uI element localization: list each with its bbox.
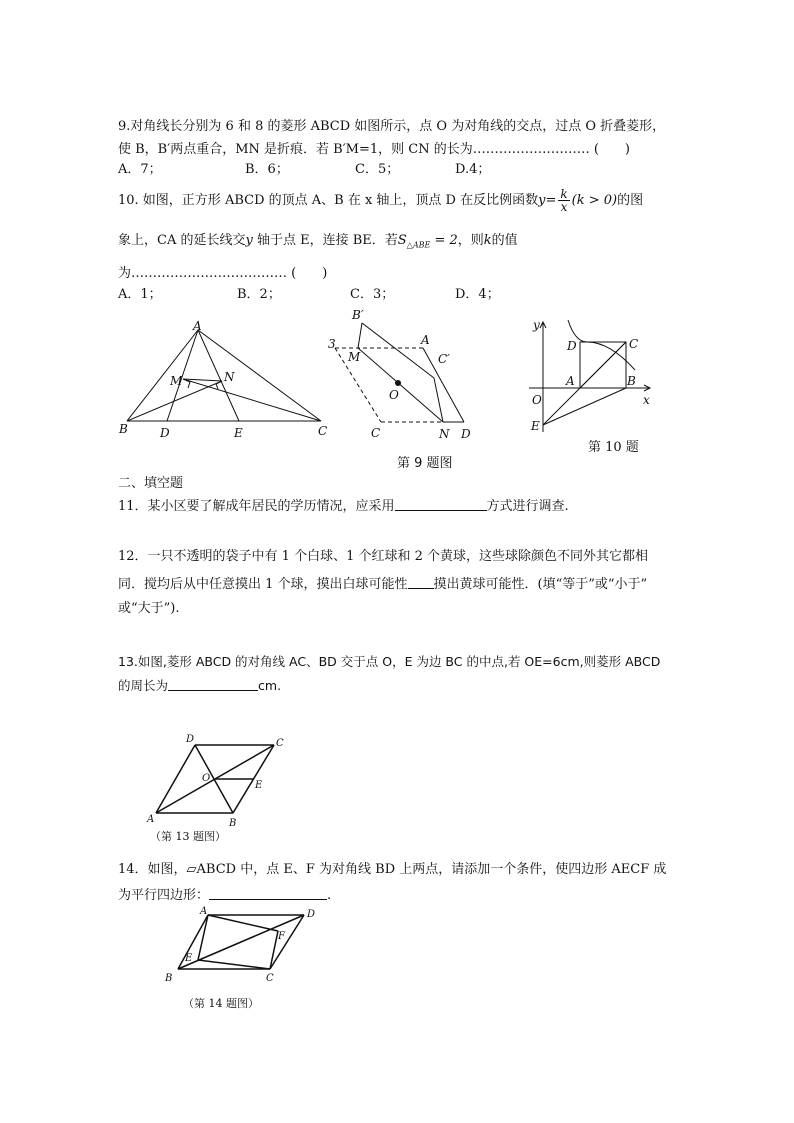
- q12-text-post: 摸出黄球可能性．(填“等于”或“小于”: [433, 577, 648, 592]
- rh-label-cprime: C′: [438, 352, 450, 366]
- q12-blank: [408, 575, 434, 589]
- q12-line2: [118, 575, 647, 594]
- fig13-label-e: E: [255, 780, 263, 791]
- tri-label-n: N: [224, 370, 235, 384]
- coord-label-x: x: [643, 393, 650, 407]
- q12-line1: 12．一只不透明的袋子中有 1 个白球、1 个红球和 2 个黄球，这些球除颜色不同外其它都相: [118, 549, 649, 564]
- q11-text-post: 方式进行调查.: [486, 499, 569, 514]
- q10-line2-pre: 象上，CA 的延长线交: [118, 233, 246, 248]
- q13-blank: [168, 677, 258, 691]
- fig14-label-a: A: [200, 906, 208, 917]
- q9-option-a: A．7；: [118, 162, 162, 177]
- fig14-label-e: E: [185, 953, 193, 964]
- rh-label-o: O: [389, 388, 399, 402]
- q13-line2: [118, 677, 281, 695]
- q11-text-pre: 11．某小区要了解成年居民的学历情况，应采用: [118, 499, 395, 514]
- q14-line2-pre: 为平行四边形：: [118, 888, 210, 903]
- q10-line1: [118, 188, 643, 213]
- q10-option-b: B．2；: [237, 287, 281, 302]
- q10-line2-post: ，则: [457, 233, 484, 248]
- q10-frac-den: x: [560, 200, 568, 214]
- rh-label-n: N: [439, 427, 450, 441]
- q10-line2-mid: 轴于点 E，连接 BE．若: [252, 233, 398, 248]
- q10-line3: 为……………………………… ( ): [118, 266, 328, 281]
- tri-label-c: C: [318, 424, 328, 438]
- q13-caption: （第 13 题图）: [150, 830, 226, 843]
- q10-func-cond: (k > 0): [571, 193, 618, 208]
- figure-14: [160, 905, 330, 990]
- fig14-label-c: C: [266, 973, 274, 984]
- fig13-label-a: A: [147, 814, 155, 825]
- q10-line2-end: 的值: [491, 233, 518, 248]
- fig14-label-b: B: [165, 973, 173, 984]
- q10-caption: 第 10 题: [588, 440, 639, 455]
- q9-line1: 9.对角线长分别为 6 和 8 的菱形 ABCD 如图所示，点 O 为对角线的交点，过点 O 折叠菱形，: [118, 119, 666, 134]
- q10-area-sub: △ABE: [406, 240, 431, 250]
- rhombus-figure: [328, 305, 478, 445]
- q14-line2: [118, 886, 331, 905]
- rh-label-3: 3: [328, 337, 336, 351]
- q9-option-c: C．5；: [355, 162, 400, 177]
- coord-label-y: y: [533, 318, 540, 332]
- coord-label-c: C: [629, 337, 639, 351]
- q11-line: [118, 497, 569, 516]
- section-fill-blank: 二、填空题: [118, 476, 184, 491]
- q13-line1: 13.如图,菱形 ABCD 的对角线 AC、BD 交于点 O，E 为边 BC 的中点,若 OE=6cm,则菱形 ABCD: [118, 654, 661, 669]
- q10-line2-k: k: [483, 233, 492, 248]
- fig13-label-b: B: [229, 818, 237, 829]
- q14-blank: [209, 886, 327, 900]
- q9-option-b: B．6；: [245, 162, 289, 177]
- tri-label-b: B: [119, 422, 128, 436]
- coord-label-d: D: [567, 339, 577, 353]
- coord-label-o: O: [532, 393, 542, 407]
- tri-label-d: D: [160, 426, 170, 440]
- q10-line2: [118, 232, 518, 255]
- q12-text-pre: 同．搅均后从中任意摸出 1 个球，摸出白球可能性: [118, 577, 408, 592]
- q14-line2-post: .: [327, 888, 332, 903]
- q13-text-pre: 的周长为: [118, 678, 169, 693]
- q10-area-s: S: [397, 233, 407, 248]
- coordinate-figure: [525, 312, 665, 437]
- rh-label-bprime: B′: [352, 308, 364, 322]
- fig13-label-d: D: [186, 734, 195, 745]
- q11-blank: [395, 497, 487, 511]
- rh-label-d: D: [461, 427, 471, 441]
- q9-option-d: D.4；: [455, 162, 491, 177]
- fig13-label-c: C: [276, 738, 284, 749]
- q10-area-eq: = 2: [430, 233, 458, 248]
- triangle-figure: [110, 315, 340, 440]
- q10-fraction: [558, 188, 569, 213]
- fig13-label-o: O: [202, 773, 211, 784]
- q10-func-eq: =: [545, 193, 557, 208]
- coord-label-a: A: [566, 374, 575, 388]
- q14-caption: （第 14 题图）: [183, 997, 259, 1010]
- q10-option-c: C．3；: [350, 287, 395, 302]
- q10-line2-y: y: [245, 233, 253, 248]
- fig14-label-d: D: [307, 909, 316, 920]
- tri-label-a: A: [193, 319, 202, 333]
- figure-13: [140, 730, 290, 830]
- q10-text-post: 的图: [617, 193, 644, 208]
- q10-frac-num: k: [560, 187, 568, 201]
- q13-text-post: cm.: [258, 678, 282, 693]
- rh-label-a: A: [421, 333, 430, 347]
- tri-label-m: M: [170, 374, 183, 388]
- q14-text-post: ABCD 中，点 E、F 为对角线 BD 上两点，请添加一个条件，使四边形 AECF 成: [196, 862, 667, 877]
- q10-func-y: y: [538, 193, 546, 208]
- rh-label-c: C: [371, 426, 381, 440]
- q10-option-d: D．4；: [455, 287, 500, 302]
- parallelogram-icon: ▱: [186, 862, 197, 877]
- q9-caption: 第 9 题图: [397, 456, 453, 471]
- q10-option-a: A．1；: [118, 287, 162, 302]
- q10-text-pre: 10. 如图，正方形 ABCD 的顶点 A、B 在 x 轴上，顶点 D 在反比例函数: [118, 193, 539, 208]
- q14-line1: [118, 861, 666, 879]
- q9-line2: 使 B，B′两点重合，MN 是折痕．若 B′M=1，则 CN 的长为……………………… ( ): [118, 142, 630, 157]
- coord-label-e: E: [531, 419, 540, 433]
- tri-label-e: E: [234, 426, 243, 440]
- coord-label-b: B: [627, 374, 636, 388]
- q14-text-pre: 14．如图，: [118, 862, 187, 877]
- q12-line3: 或“大于”).: [118, 601, 180, 616]
- rh-label-m: M: [348, 350, 361, 364]
- fig14-label-f: F: [278, 931, 285, 942]
